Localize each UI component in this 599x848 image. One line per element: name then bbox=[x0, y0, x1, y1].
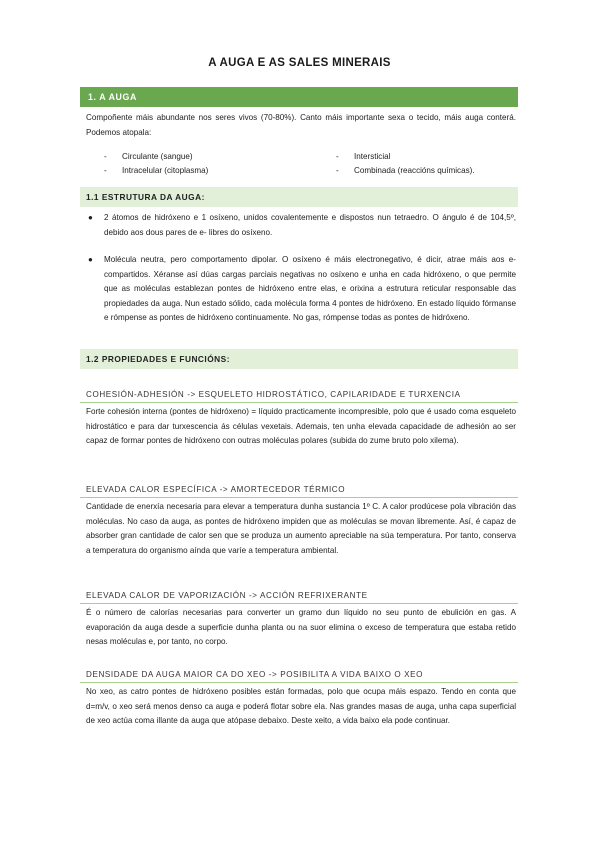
list-item: - Intracelular (citoplasma) bbox=[104, 166, 209, 176]
property-heading: ELEVADA CALOR DE VAPORIZACIÓN -> ACCIÓN REFRIXERANTE bbox=[80, 591, 518, 604]
list-item: - Combinada (reaccións químicas). bbox=[336, 166, 475, 176]
list-left bbox=[104, 150, 208, 178]
bullet-text: Molécula neutra, pero comportamento dipolar. O osíxeno é máis electronegativo, é dicir, atrae máis aos e- compartidos. Xéranse así dúas cargas parciais negativas no osíxeno e unha en cada hidróxeno, o que permite que as moléculas establezan pontes de hidróxeno entre elas, e orixina a estrutura reticular responsable das propiedades da auga. Nun estado sólido, cada molécula forma 4 pontes de hidróxeno. En estado líquido fórmanse e rómpense as pontes de hidróxeno continuamente. No gas, rómpense todas as pontes de hidróxeno. bbox=[104, 255, 516, 323]
intro-paragraph: Compoñente máis abundante nos seres vivos (70-80%). Canto máis importante sexa o tecido, máis auga conterá. Podemos atopala: bbox=[86, 113, 516, 137]
property-heading: ELEVADA CALOR ESPECÍFICA -> AMORTECEDOR TÉRMICO bbox=[80, 485, 518, 498]
property-heading: COHESIÓN-ADHESIÓN -> ESQUELETO HIDROSTÁTICO, CAPILARIDADE E TURXENCIA bbox=[80, 390, 518, 403]
list-item: - Circulante (sangue) bbox=[104, 152, 193, 161]
section-heading-auga: 1. A AUGA bbox=[80, 87, 518, 107]
bullet-icon: ● bbox=[88, 255, 93, 264]
list-right bbox=[336, 150, 475, 178]
property-text: No xeo, as catro pontes de hidróxeno posibles están formadas, polo que ocupa máis espazo. Tendo en conta que d=m/v, o xeo será menos denso ca auga e poderá flotar sobre ela. Nas grandes masas de auga, unha capa superficial de xeo actúa coma illante da auga que atópase debaixo. Deste xeito, a vida baixo ela pode continuar. bbox=[86, 687, 516, 726]
list-item: - Intersticial bbox=[336, 152, 391, 161]
bullet-text: 2 átomos de hidróxeno e 1 osíxeno, unidos covalentemente e dispostos nun tetraedro. O ángulo é de 104,5º, debido aos dous pares de e- libres do osíxeno. bbox=[104, 213, 516, 237]
document-title: A AUGA E AS SALES MINERAIS bbox=[208, 57, 391, 69]
property-heading: DENSIDADE DA AUGA MAIOR CA DO XEO -> POSIBILITA A VIDA BAIXO O XEO bbox=[80, 670, 518, 683]
property-text: É o número de calorías necesarias para converter un gramo dun líquido no seu punto de ebulición en gas. A evaporación da auga desde a superficie dunha planta ou na suor elimina o exceso de temperatura que estaba retido nesas moléculas e, por tanto, no corpo. bbox=[86, 608, 516, 647]
subsection-heading-estrutura: 1.1 ESTRUTURA DA AUGA: bbox=[80, 187, 518, 207]
bullet-icon: ● bbox=[88, 213, 93, 222]
subsection-heading-propiedades: 1.2 PROPIEDADES E FUNCIÓNS: bbox=[80, 349, 518, 369]
property-text: Cantidade de enerxía necesaria para elevar a temperatura dunha sustancia 1º C. A calor prodúcese pola vibración das moléculas. No caso da auga, as pontes de hidróxeno impiden que as moléculas se movan libremente. Así, é capaz de absorber gran cantidade de calor sen que se produza un aumento apreciable na súa temperatura. Por tanto, conserva a temperatura do organismo aínda que varíe a temperatura ambiental. bbox=[86, 502, 516, 555]
property-text: Forte cohesión interna (pontes de hidróxeno) = líquido practicamente incompresible, polo que é usado coma esqueleto hidrostático e para dar turxescencia ás células vexetais. Ademais, ten unha elevada capacidade de adhesión ao ser capaz de formar pontes de hidróxeno con outras moléculas polares (subida do zume bruto polo xilema). bbox=[86, 407, 516, 446]
